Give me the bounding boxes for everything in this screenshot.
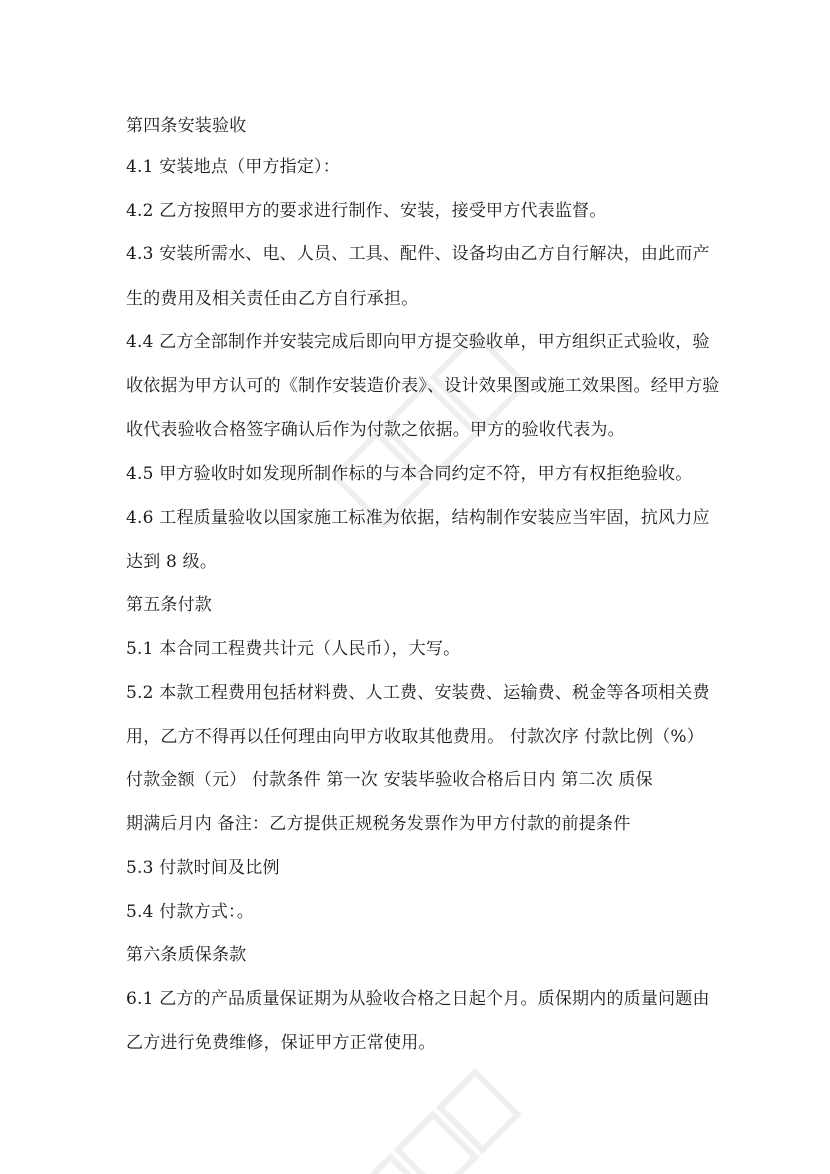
clause-4-4-cont: 收代表验收合格签字确认后作为付款之依据。甲方的验收代表为。 [126,420,625,440]
clause-4-6: 4.6 工程质量验收以国家施工标准为依据，结构制作安装应当牢固，抗风力应 [126,508,710,528]
clause-4-5: 4.5 甲方验收时如发现所制作标的与本合同约定不符，甲方有权拒绝验收。 [126,464,693,484]
clause-4-4-cont: 收依据为甲方认可的《制作安装造价表》、设计效果图或施工效果图。经甲方验 [126,376,720,396]
section-heading-4: 第四条安装验收 [126,116,247,136]
clause-6-1: 6.1 乙方的产品质量保证期为从验收合格之日起个月。质保期内的质量问题由 [126,989,710,1009]
clause-4-3: 4.3 安装所需水、电、人员、工具、配件、设备均由乙方自行解决，由此而产 [126,244,710,264]
clause-5-3: 5.3 付款时间及比例 [126,858,280,878]
clause-4-2: 4.2 乙方按照甲方的要求进行制作、安装，接受甲方代表监督。 [126,201,607,221]
clause-5-2-cont: 付款金额（元） 付款条件 第一次 安装毕验收合格后日内 第二次 质保 [126,770,653,790]
clause-5-1: 5.1 本合同工程费共计元（人民币），大写。 [126,639,461,659]
clause-4-4: 4.4 乙方全部制作并安装完成后即向甲方提交验收单，甲方组织正式验收，验 [126,332,710,352]
clause-5-2: 5.2 本款工程费用包括材料费、人工费、安装费、运输费、税金等各项相关费 [126,683,710,703]
clause-4-1: 4.1 安装地点（甲方指定）： [126,157,340,177]
section-heading-5: 第五条付款 [126,595,212,615]
watermark-graphic [330,1040,550,1174]
clause-4-6-cont: 达到 8 级。 [126,552,218,572]
clause-5-2-cont: 期满后月内 备注：乙方提供正规税务发票作为甲方付款的前提条件 [126,814,631,834]
clause-4-3-cont: 生的费用及相关责任由乙方自行承担。 [126,289,419,309]
clause-6-1-cont: 乙方进行免费维修，保证甲方正常使用。 [126,1033,436,1053]
clause-5-4: 5.4 付款方式：。 [126,902,254,922]
clause-5-2-cont: 用，乙方不得再以任何理由向甲方收取其他费用。 付款次序 付款比例（%） [126,727,704,747]
section-heading-6: 第六条质保条款 [126,945,247,965]
